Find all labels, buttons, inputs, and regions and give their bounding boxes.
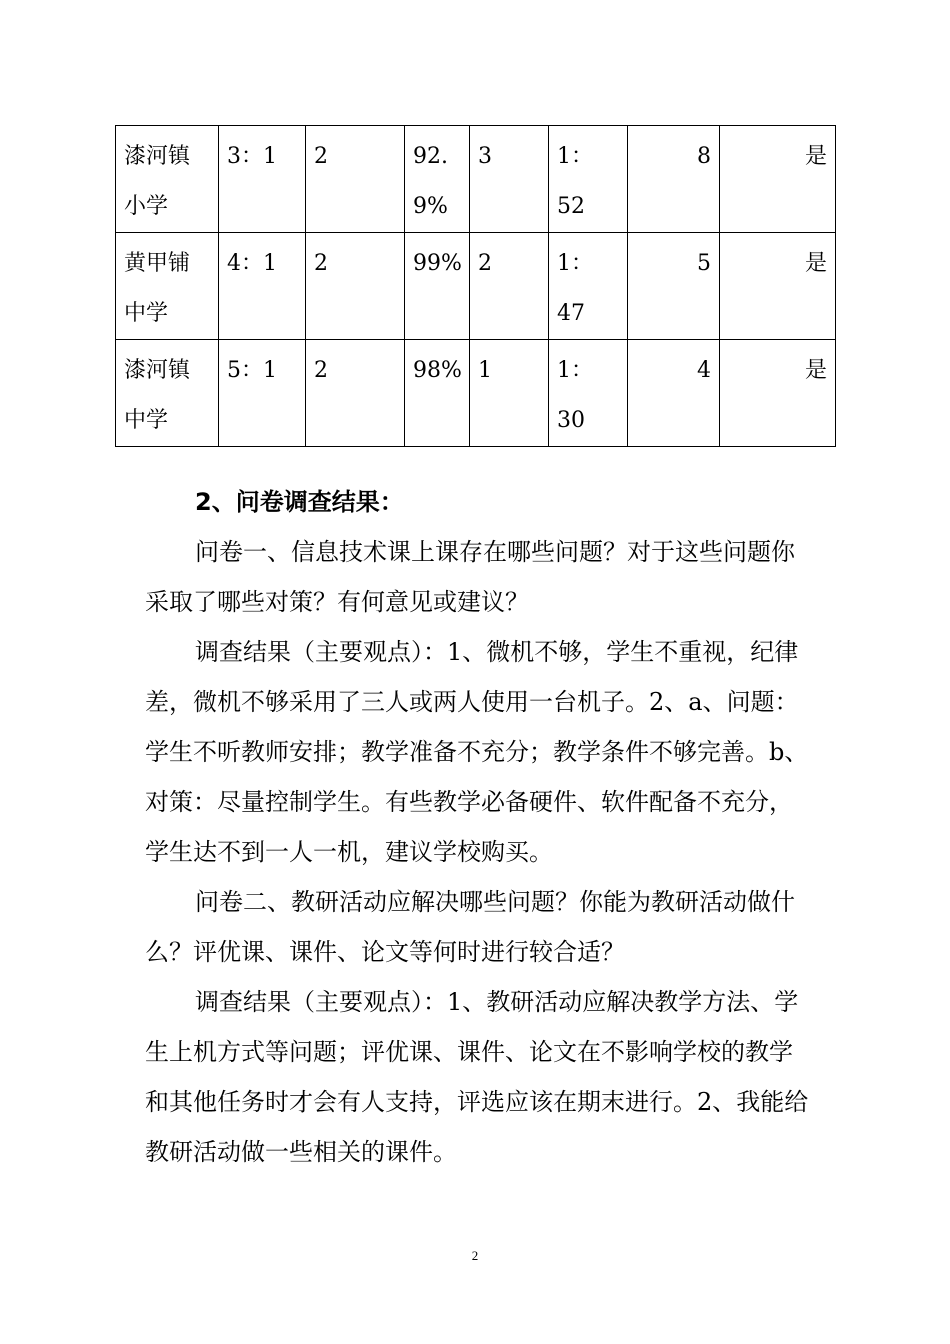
ratio-cell: 1：30 [549,340,628,447]
table-row [116,233,836,340]
school-cell: 漆河镇 小学 [116,126,219,233]
answer-cell: 是 [720,126,836,233]
table-row [116,340,836,447]
percent-cell: 98% [405,340,470,447]
count-cell: 1 [470,340,549,447]
question-one: 问卷一、信息技术课上课存在哪些问题？对于这些问题你采取了哪些对策？有何意见或建议？ [145,538,795,616]
count-cell: 2 [306,126,405,233]
school-cell: 漆河镇 中学 [116,340,219,447]
count-cell: 5 [628,233,720,340]
table-row [116,126,836,233]
page-number: 2 [471,1248,479,1263]
question-two: 问卷二、教研活动应解决哪些问题？你能为教研活动做什么？评优课、课件、论文等何时进行较合适？ [145,888,795,966]
answer-two: 调查结果（主要观点）：1、教研活动应解决教学方法、学生上机方式等问题；评优课、课件、论文在不影响学校的教学和其他任务时才会有人支持，评选应该在期末进行。2、我能给教研活动做一些相关的课件。 [145,988,809,1166]
ratio-cell: 3：1 [219,126,306,233]
ratio-cell: 1：47 [549,233,628,340]
count-cell: 2 [470,233,549,340]
percent-cell: 99% [405,233,470,340]
school-cell: 黄甲铺 中学 [116,233,219,340]
count-cell: 3 [470,126,549,233]
percent-cell: 92. 9% [405,126,470,233]
section-heading: 2、问卷调查结果： [195,488,404,516]
answer-cell: 是 [720,233,836,340]
ratio-cell: 5：1 [219,340,306,447]
count-cell: 8 [628,126,720,233]
count-cell: 2 [306,233,405,340]
ratio-cell: 1： 52 [549,126,628,233]
count-cell: 4 [628,340,720,447]
count-cell: 2 [306,340,405,447]
answer-cell: 是 [720,340,836,447]
ratio-cell: 4：1 [219,233,306,340]
survey-table [115,125,836,447]
answer-one: 调查结果（主要观点）：1、微机不够，学生不重视，纪律差，微机不够采用了三人或两人使用一台机子。2、a、问题：学生不听教师安排；教学准备不充分；教学条件不够完善。b、对策：尽量控制学生。有些教学必备硬件、软件配备不充分，学生达不到一人一机，建议学校购买。 [145,638,809,866]
